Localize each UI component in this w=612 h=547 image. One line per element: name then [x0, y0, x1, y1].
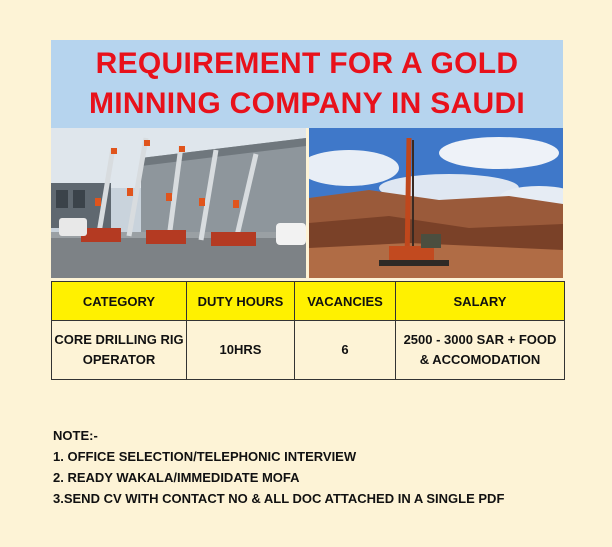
- notes-section: [53, 425, 504, 509]
- title-line-1: REQUIREMENT FOR A GOLD: [95, 47, 519, 80]
- note-item: 1. OFFICE SELECTION/TELEPHONIC INTERVIEW: [53, 449, 357, 464]
- cell-salary: 2500 - 3000 SAR + FOOD & ACCOMODATION: [396, 321, 565, 380]
- header-category: CATEGORY: [52, 282, 187, 321]
- title-banner: [51, 40, 563, 128]
- title-line-2: MINNING COMPANY IN SAUDI: [88, 87, 526, 120]
- cell-category: CORE DRILLING RIG OPERATOR: [52, 321, 187, 380]
- note-item: 2. READY WAKALA/IMMEDIDATE MOFA: [53, 470, 300, 485]
- mine-drill-rig-photo: [309, 128, 563, 278]
- table-row: [52, 321, 565, 380]
- header-vacancies: VACANCIES: [295, 282, 396, 321]
- cell-vacancies: 6: [295, 321, 396, 380]
- header-duty-hours: DUTY HOURS: [187, 282, 295, 321]
- cell-duty-hours: 10HRS: [187, 321, 295, 380]
- note-item: 3.SEND CV WITH CONTACT NO & ALL DOC ATTACHED IN A SINGLE PDF: [53, 491, 505, 506]
- header-salary: SALARY: [396, 282, 565, 321]
- photo-strip: [51, 128, 563, 278]
- notes-heading: NOTE:-: [53, 428, 98, 443]
- drilling-rigs-yard-photo: [51, 128, 306, 278]
- job-table: [51, 281, 565, 380]
- table-header-row: [52, 282, 565, 321]
